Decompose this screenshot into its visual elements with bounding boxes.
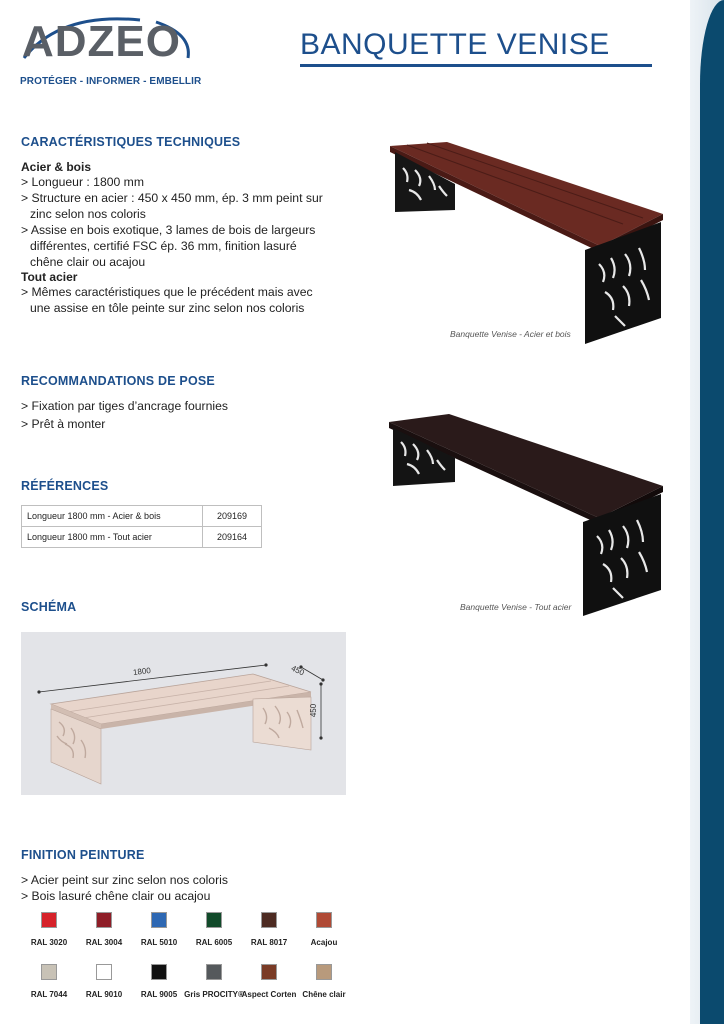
color-swatch-label: Aspect Corten [241,990,297,999]
color-swatch [151,964,167,980]
specs-line: différentes, certifié FSC ép. 36 mm, finition lasuré [30,239,297,253]
color-swatch [151,912,167,928]
photo-caption-steel: Banquette Venise - Tout acier [460,602,572,612]
color-swatch [206,964,222,980]
wood-bench-image [385,140,667,346]
specs-line: zinc selon nos coloris [30,207,146,221]
logo-tagline: PROTÉGER - INFORMER - EMBELLIR [20,76,202,87]
pose-list [21,397,228,433]
color-swatch [41,964,57,980]
specs-line: > Structure en acier : 450 x 450 mm, ép. 3 mm peint sur [21,191,323,205]
ref-label: Longueur 1800 mm - Acier & bois [22,506,203,527]
schema-heading: SCHÉMA [21,600,77,614]
bench-photo-wood [385,140,667,346]
bench-schema-illustration [21,632,346,795]
pose-line: > Fixation par tiges d’ancrage fournies [21,399,228,413]
color-swatch-label: Chêne clair [302,990,346,999]
dim-depth: 450 [289,663,306,678]
color-swatch [316,912,332,928]
color-swatch-label: Gris PROCITY® [184,990,244,999]
table-row [22,506,262,527]
specs-line: chêne clair ou acajou [30,255,146,269]
specs-sub-steel: Tout acier [21,270,78,284]
color-swatch [261,964,277,980]
logo [20,14,202,87]
ref-label: Longueur 1800 mm - Tout acier [22,527,203,548]
color-swatch-label: RAL 9010 [85,990,123,999]
side-band-dark [700,0,724,1024]
color-swatch [96,964,112,980]
dim-length: 1800 [132,665,152,678]
color-swatch-label: RAL 3004 [85,938,123,947]
color-swatch [261,912,277,928]
schema-drawing [21,632,346,795]
refs-table [21,505,262,548]
color-swatch-label: Acajou [310,938,338,947]
refs-heading: RÉFÉRENCES [21,479,109,493]
steel-bench-image [385,412,667,618]
bench-photo-steel [385,412,667,618]
specs-line: une assise en tôle peinte sur zinc selon nos coloris [30,301,305,315]
color-swatch-label: RAL 8017 [250,938,288,947]
color-swatch [206,912,222,928]
color-swatch-label: RAL 3020 [30,938,68,947]
photo-caption-wood: Banquette Venise - Acier et bois [450,329,571,339]
page-title: BANQUETTE VENISE [300,28,610,61]
finish-list [21,872,228,904]
finish-line: > Bois lasuré chêne clair ou acajou [21,889,211,903]
table-row [22,527,262,548]
specs-sub-wood: Acier & bois [21,160,92,174]
dim-height: 450 [309,703,319,718]
color-swatch-label: RAL 7044 [30,990,68,999]
ref-code: 209164 [203,527,262,548]
color-swatch [316,964,332,980]
specs-line: > Mêmes caractéristiques que le précédent mais avec [21,285,313,299]
color-swatch [41,912,57,928]
specs-line: > Longueur : 1800 mm [21,175,144,189]
pose-line: > Prêt à monter [21,417,106,431]
color-swatch-label: RAL 5010 [140,938,178,947]
logo-text: ADZEO [22,17,181,66]
pose-heading: RECOMMANDATIONS DE POSE [21,374,215,388]
color-swatch [96,912,112,928]
finish-line: > Acier peint sur zinc selon nos coloris [21,873,228,887]
finish-heading: FINITION PEINTURE [21,848,145,862]
title-underline [300,64,652,67]
ref-code: 209169 [203,506,262,527]
specs-heading: CARACTÉRISTIQUES TECHNIQUES [21,135,241,149]
color-swatch-label: RAL 6005 [195,938,233,947]
color-swatch-label: RAL 9005 [140,990,178,999]
specs-line: > Assise en bois exotique, 3 lames de bois de largeurs [21,223,316,237]
specs-list [21,160,351,316]
